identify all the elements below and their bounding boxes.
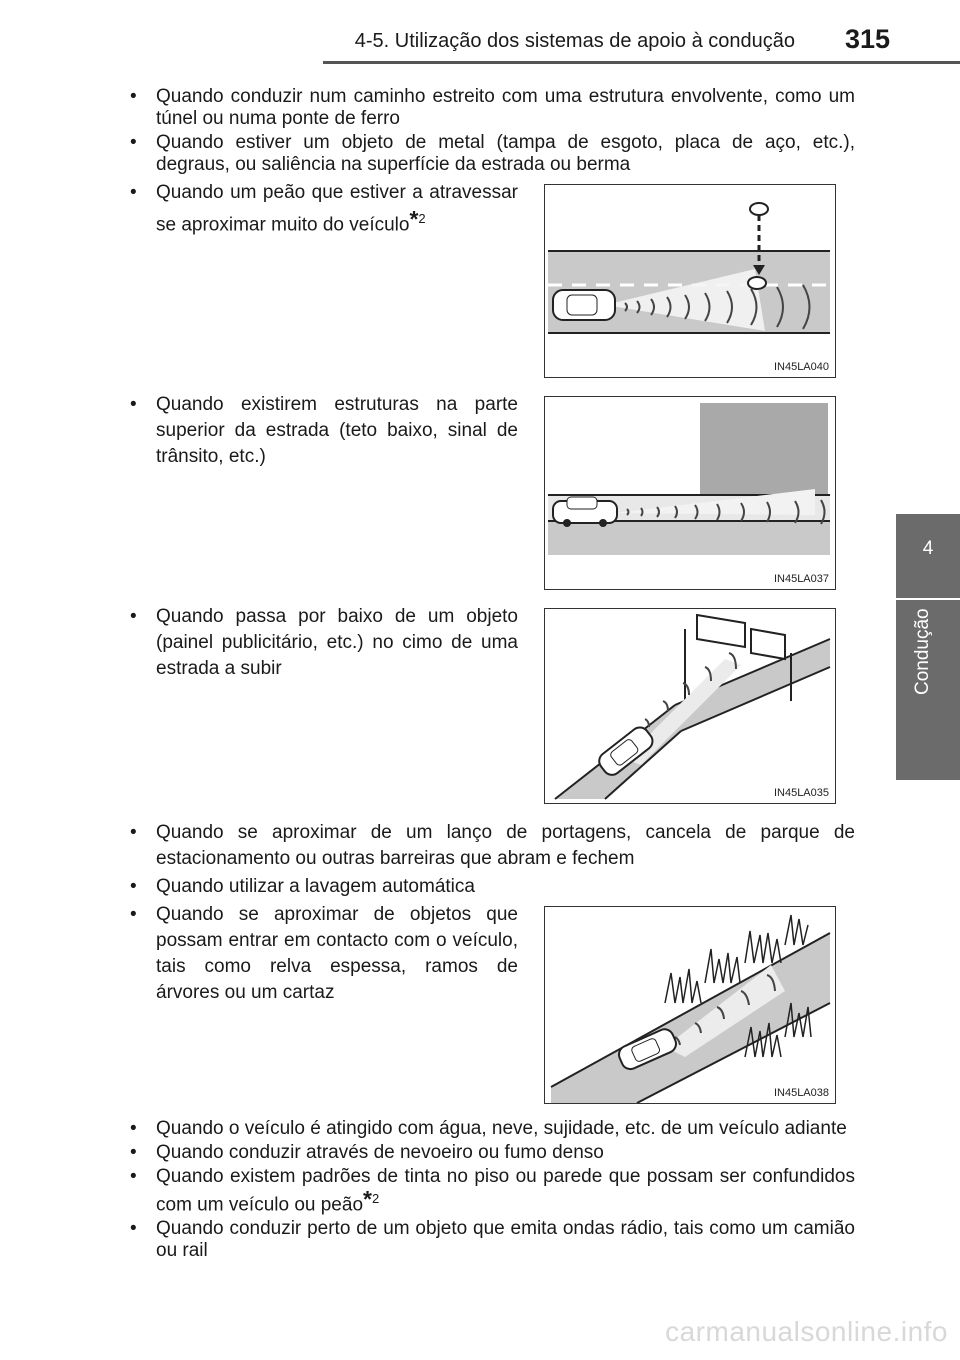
page-number: 315 (844, 24, 890, 54)
figure-pedestrian (544, 184, 836, 378)
figure-code: IN45LA035 (773, 787, 829, 799)
fig-item-2-text (130, 392, 518, 472)
figure-code: IN45LA038 (773, 1087, 829, 1099)
fig-item-1-text (130, 180, 518, 240)
page-header (0, 0, 960, 62)
list-item: • Quando conduzir através de nevoeiro ou fumo denso (130, 1142, 855, 1164)
list-item (130, 1166, 855, 1216)
figure-uphill-sign (544, 608, 836, 804)
watermark: carmanualsonline.info (665, 1316, 948, 1347)
top-bullet-list (130, 86, 855, 178)
figure-code: IN45LA040 (773, 361, 829, 373)
list-item: • Quando conduzir num caminho estreito com uma estrutura envolvente, como um túnel ou numa ponte de ferro (130, 86, 855, 130)
figure-overhead-structure (544, 396, 836, 590)
list-item: • Quando estiver um objeto de metal (tampa de esgoto, placa de aço, etc.), degraus, ou saliência na superfície da estrada ou berma (130, 132, 855, 176)
footnote-number: 2 (418, 211, 426, 226)
list-item: • Quando o veículo é atingido com água, neve, sujidade, etc. de um veículo adiante (130, 1118, 855, 1140)
list-item (130, 180, 518, 238)
footnote-asterisk: * (409, 206, 419, 232)
section-title: 4-5. Utilização dos sistemas de apoio à condução (354, 30, 795, 52)
middle-bullet-list (130, 820, 855, 902)
chapter-number: 4 (922, 538, 934, 559)
footnote-number: 2 (371, 1191, 380, 1206)
list-item: • Quando se aproximar de objetos que possam entrar em contacto com o veículo, tais como relva espessa, ramos de árvores ou um cartaz (130, 902, 518, 1006)
list-item-text: Quando existem padrões de tinta no piso ou parede que possam ser confundidos com um veículo ou peão (156, 1166, 855, 1216)
figure-code: IN45LA037 (773, 573, 829, 585)
list-item: • Quando existirem estruturas na parte superior da estrada (teto baixo, sinal de trânsito, etc.) (130, 392, 518, 470)
chapter-label: Condução (912, 608, 933, 695)
list-item: • Quando passa por baixo de um objeto (painel publicitário, etc.) no cimo de uma estrada a subir (130, 604, 518, 682)
fig-item-3-text (130, 604, 518, 684)
header-rule (323, 61, 960, 64)
footnote-asterisk: * (363, 1186, 372, 1212)
list-item: • Quando se aproximar de um lanço de portagens, cancela de parque de estacionamento ou outras barreiras que abram e fechem (130, 820, 855, 872)
fig-item-4-text (130, 902, 518, 1008)
list-item-text: Quando um peão que estiver a atravessar se aproximar muito do veículo (156, 182, 518, 236)
list-item: • Quando utilizar a lavagem automática (130, 874, 855, 900)
chapter-tab-number (896, 514, 960, 598)
figure-grass-road (544, 906, 836, 1104)
list-item: • Quando conduzir perto de um objeto que emita ondas rádio, tais como um camião ou rail (130, 1218, 855, 1262)
chapter-tab-label (896, 600, 960, 780)
bottom-bullet-list (130, 1118, 855, 1264)
